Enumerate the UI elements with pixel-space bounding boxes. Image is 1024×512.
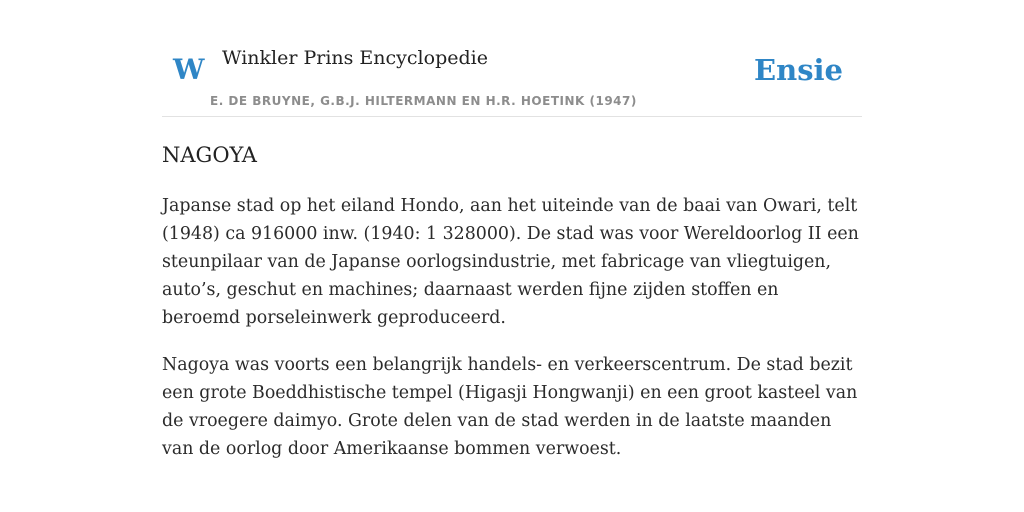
article-title: NAGOYA (162, 143, 257, 167)
source-header (162, 0, 862, 117)
article-body (162, 192, 862, 482)
winkler-prins-logo[interactable]: W (173, 53, 205, 86)
source-title[interactable]: Winkler Prins Encyclopedie (222, 47, 488, 69)
ensie-logo[interactable]: Ensie (754, 53, 843, 87)
article-paragraph: Japanse stad op het eiland Hondo, aan het uiteinde van de baai van Owari, telt (1948) ca 916000 inw. (1940: 1 328000). De stad was voor Wereldoorlog II een steunpilaar van de Japanse oorlogsindustrie, met fabricage van vliegtuigen, auto’s, geschut en machines; daarnaast werden fijne zijden stoffen en beroemd porseleinwerk geproduceerd. (162, 196, 859, 328)
source-authors: E. DE BRUYNE, G.B.J. HILTERMANN EN H.R. HOETINK (1947) (210, 94, 637, 108)
page-container (162, 0, 862, 459)
article-paragraph: Nagoya was voorts een belangrijk handels- en verkeerscentrum. De stad bezit een grote Boeddhistische tempel (Higasji Hongwanji) en een groot kasteel van de vroegere daimyo. Grote delen van de stad werden in de laatste maanden van de oorlog door Amerikaanse bommen verwoest. (162, 355, 858, 459)
